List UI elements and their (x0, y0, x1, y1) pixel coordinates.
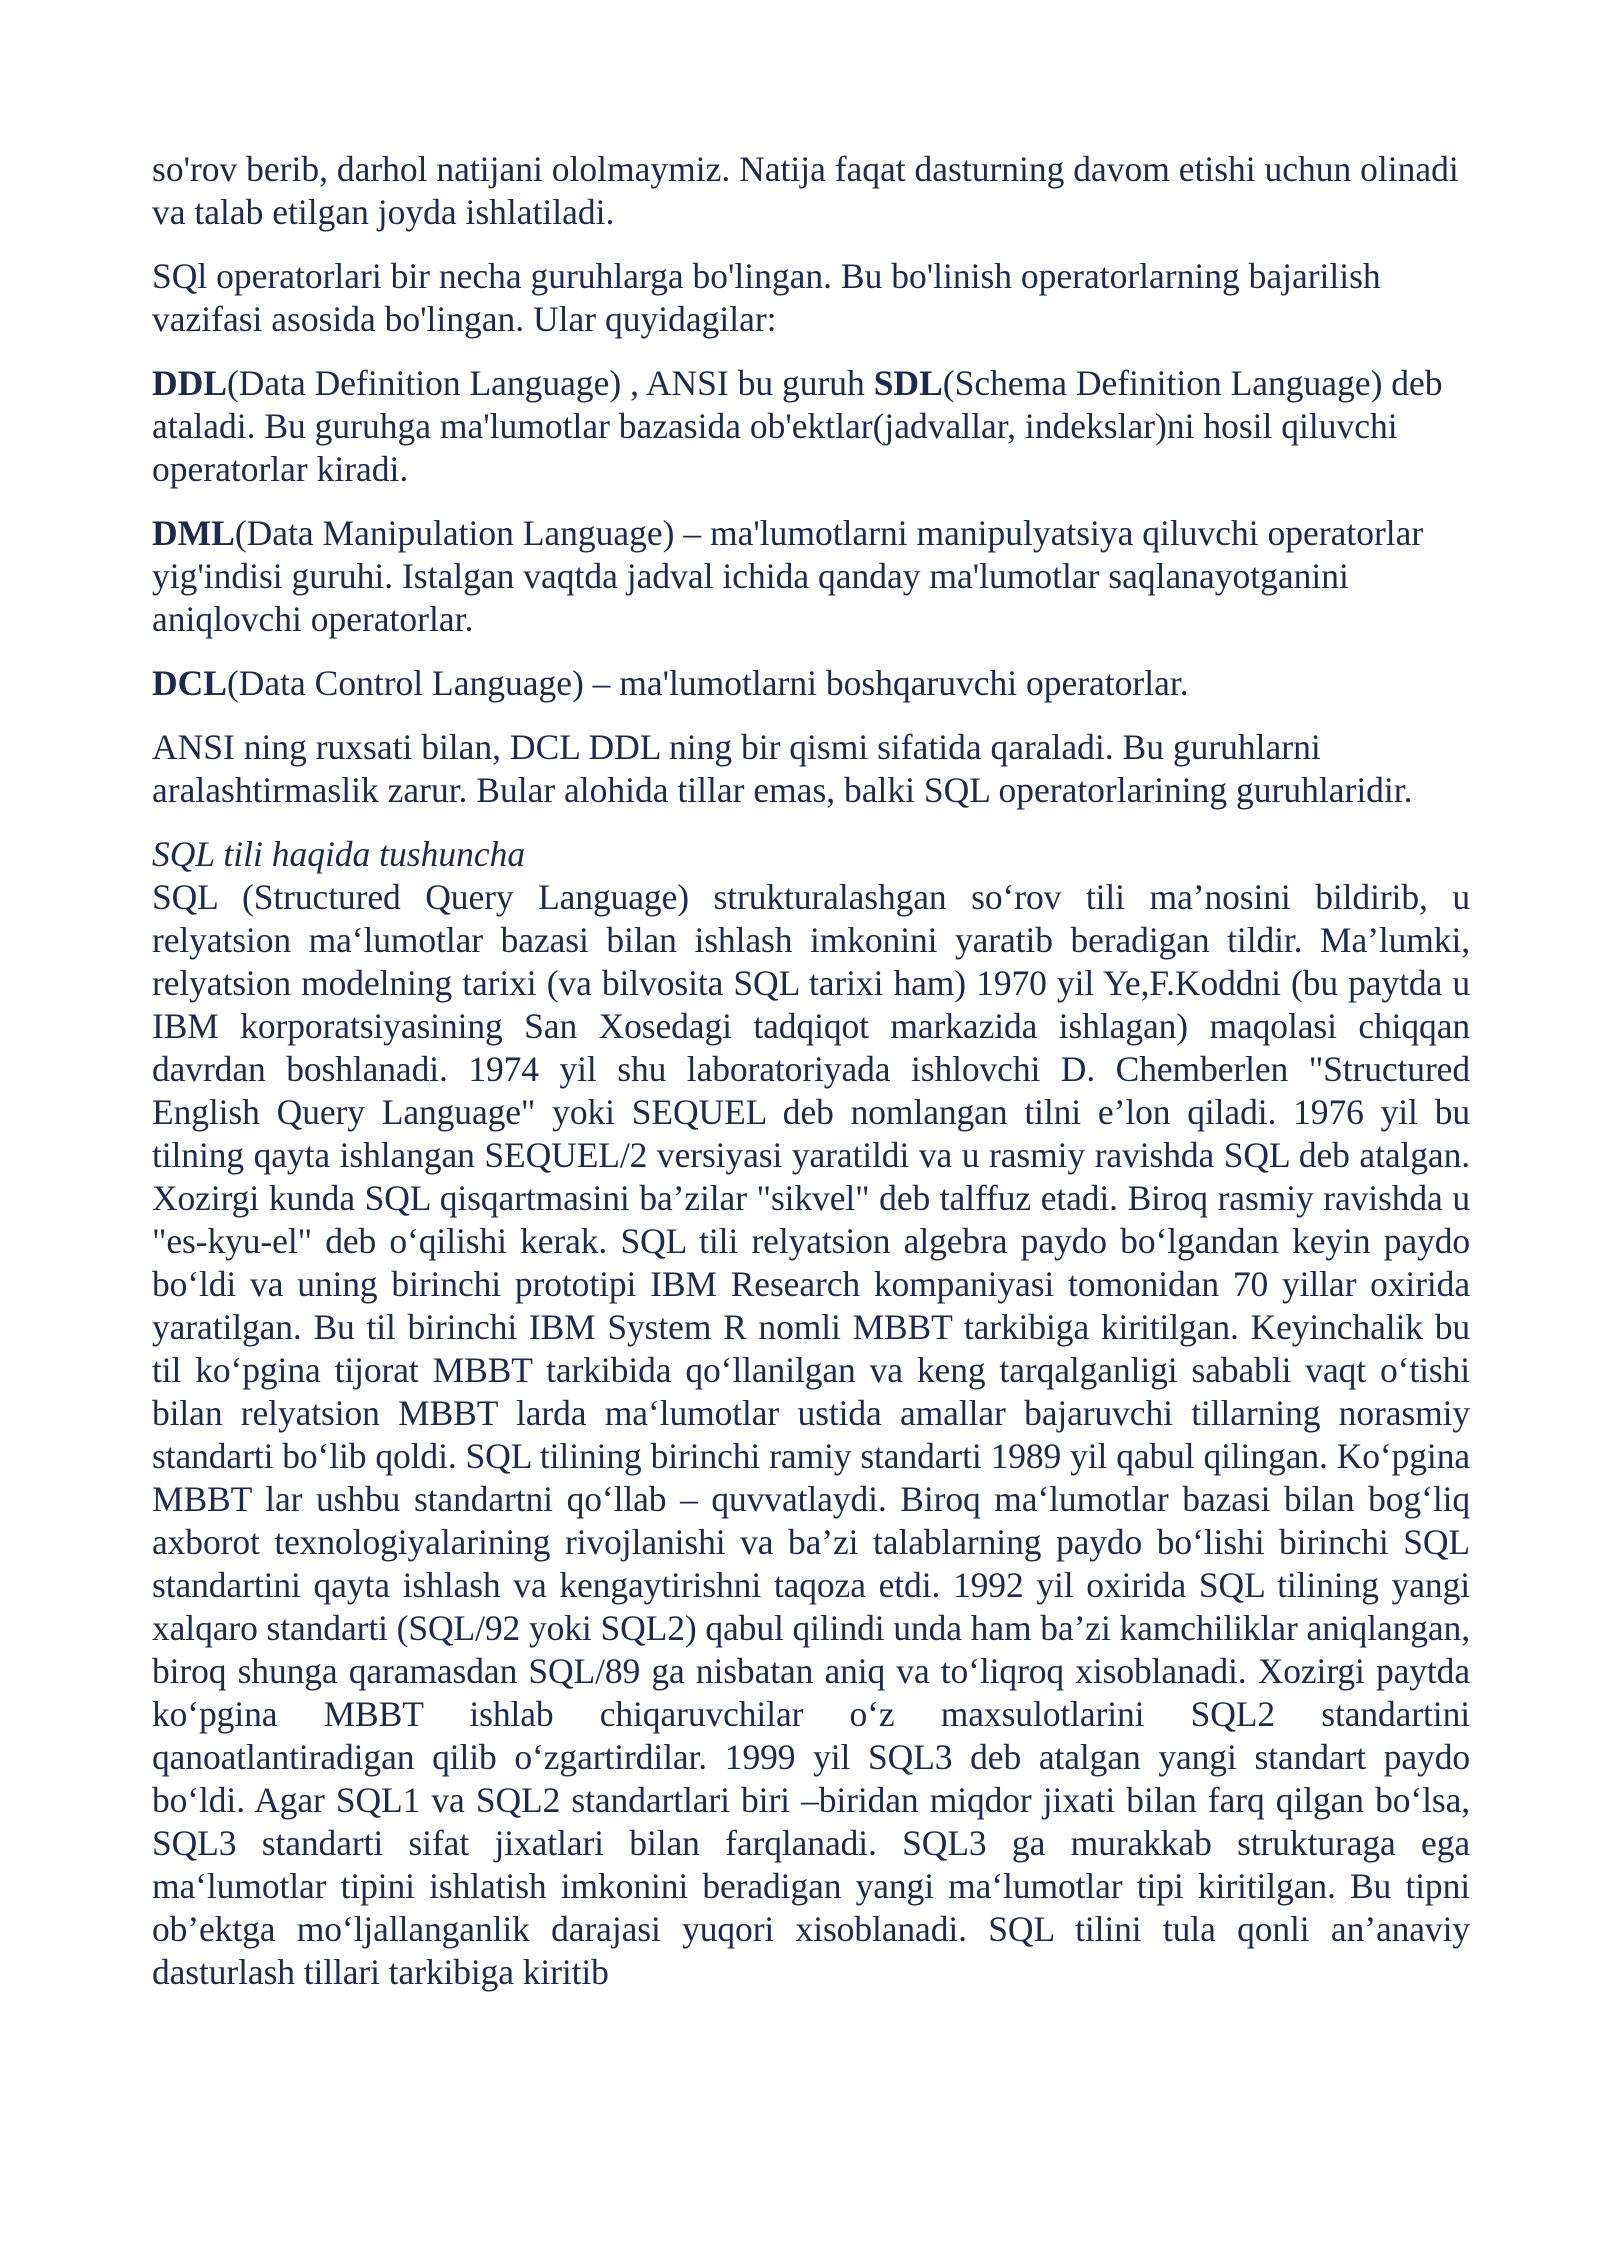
term-ddl: DDL (152, 363, 227, 403)
sdl-description: (Schema Definition Language) deb ataladi. Bu guruhga ma'lumotlar bazasida ob'ektlar(jadvallar, indekslar)ni hosil qiluvchi operatorlar kiradi. (152, 363, 1443, 489)
paragraph-ansi: ANSI ning ruxsati bilan, DCL DDL ning bir qismi sifatida qaraladi. Bu guruhlarni aralashtirmaslik zarur. Bular alohida tillar emas, balki SQL operatorlarining guruhlaridir. (152, 727, 1413, 810)
dml-description: (Data Manipulation Language) – ma'lumotlarni manipulyatsiya qiluvchi operatorlar yig'indisi guruhi. Istalgan vaqtda jadval ichida qanday ma'lumotlar saqlanayotganini aniqlovchi operatorlar. (152, 513, 1424, 639)
paragraph-operators: SQl operatorlari bir necha guruhlarga bo'lingan. Bu bo'linish operatorlarning bajarilish vazifasi asosida bo'lingan. Ular quyidagilar: (152, 256, 1381, 339)
dcl-description: (Data Control Language) – ma'lumotlarni boshqaruvchi operatorlar. (226, 663, 1189, 703)
section-heading: SQL tili haqida tushuncha (152, 834, 526, 874)
term-dml: DML (152, 513, 235, 553)
section-body: SQL (Structured Query Language) strukturalashgan so‘rov tili ma’nosini bildirib, u relyatsion ma‘lumotlar bazasi bilan ishlash imkonini yaratib beradigan tildir. Ma’lumki, relyatsion modelning tarixi (va bilvosita SQL tarixi ham) 1970 yil Ye,F.Koddni (bu paytda u IBM korporatsiyasining San Xosedagi tadqiqot markazida ishlagan) maqolasi chiqqan davrdan boshlanadi. 1974 yil shu laboratoriyada ishlovchi D. Chemberlen "Structured English Query Language" yoki SEQUEL deb nomlangan tilni e’lon qiladi. 1976 yil bu tilning qayta ishlangan SEQUEL/2 versiyasi yaratildi va u rasmiy ravishda SQL deb atalgan. Xozirgi kunda SQL qisqartmasini ba’zilar "sikvel" deb talffuz etadi. Biroq rasmiy ravishda u "es-kyu-el" deb o‘qilishi kerak. SQL tili relyatsion algebra paydo bo‘lgandan keyin paydo bo‘ldi va uning birinchi prototipi IBM Research kompaniyasi tomonidan 70 yillar oxirida yaratilgan. Bu til birinchi IBM System R nomli MBBT tarkibiga kiritilgan. Keyinchalik bu til ko‘pgina tijorat MBBT tarkibida qo‘llanilgan va keng tarqalganligi sababli vaqt o‘tishi bilan relyatsion MBBT larda ma‘lumotlar ustida amallar bajaruvchi tillarning norasmiy standarti bo‘lib qoldi. SQL tilining birinchi ramiy standarti 1989 yil qabul qilingan. Ko‘pgina MBBT lar ushbu standartni qo‘llab – quvvatlaydi. Biroq ma‘lumotlar bazasi bilan bog‘liq axborot texnologiyalarining rivojlanishi va ba’zi talablarning paydo bo‘lishi birinchi SQL standartini qayta ishlash va kengaytirishni taqoza etdi. 1992 yil oxirida SQL tilining yangi xalqaro standarti (SQL/92 yoki SQL2) qabul qilindi unda ham ba’zi kamchiliklar aniqlangan, biroq shunga qaramasdan SQL/89 ga nisbatan aniq va to‘liqroq xisoblanadi. Xozirgi paytda ko‘pgina MBBT ishlab chiqaruvchilar o‘z maxsulotlarini SQL2 standartini qanoatlantiradigan qilib o‘zgartirdilar. 1999 yil SQL3 deb atalgan yangi standart paydo bo‘ldi. Agar SQL1 va SQL2 standartlari biri –biridan miqdor jixati bilan farq qilgan bo‘lsa, SQL3 standarti sifat jixatlari bilan farqlanadi. SQL3 ga murakkab strukturaga ega ma‘lumotlar tipini ishlatish imkonini beradigan yangi ma‘lumotlar tipi kiritilgan. Bu tipni ob’ektga mo‘ljallanganlik darajasi yuqori xisoblanadi. SQL tilini tula qonli an’anaviy dasturlash tillari tarkibiga kiritib (152, 877, 1470, 1992)
ddl-description: (Data Definition Language) , ANSI bu guruh (226, 363, 874, 403)
paragraph-dml (152, 512, 1470, 641)
paragraph-dcl (152, 662, 1470, 705)
document-page (152, 148, 1470, 1994)
term-dcl: DCL (152, 663, 227, 703)
paragraph-ddl (152, 362, 1470, 491)
term-sdl: SDL (873, 363, 943, 403)
paragraph-intro: so'rov berib, darhol natijani ololmaymiz. Natija faqat dasturning davom etishi uchun olinadi va talab etilgan joyda ishlatiladi. (152, 149, 1459, 232)
